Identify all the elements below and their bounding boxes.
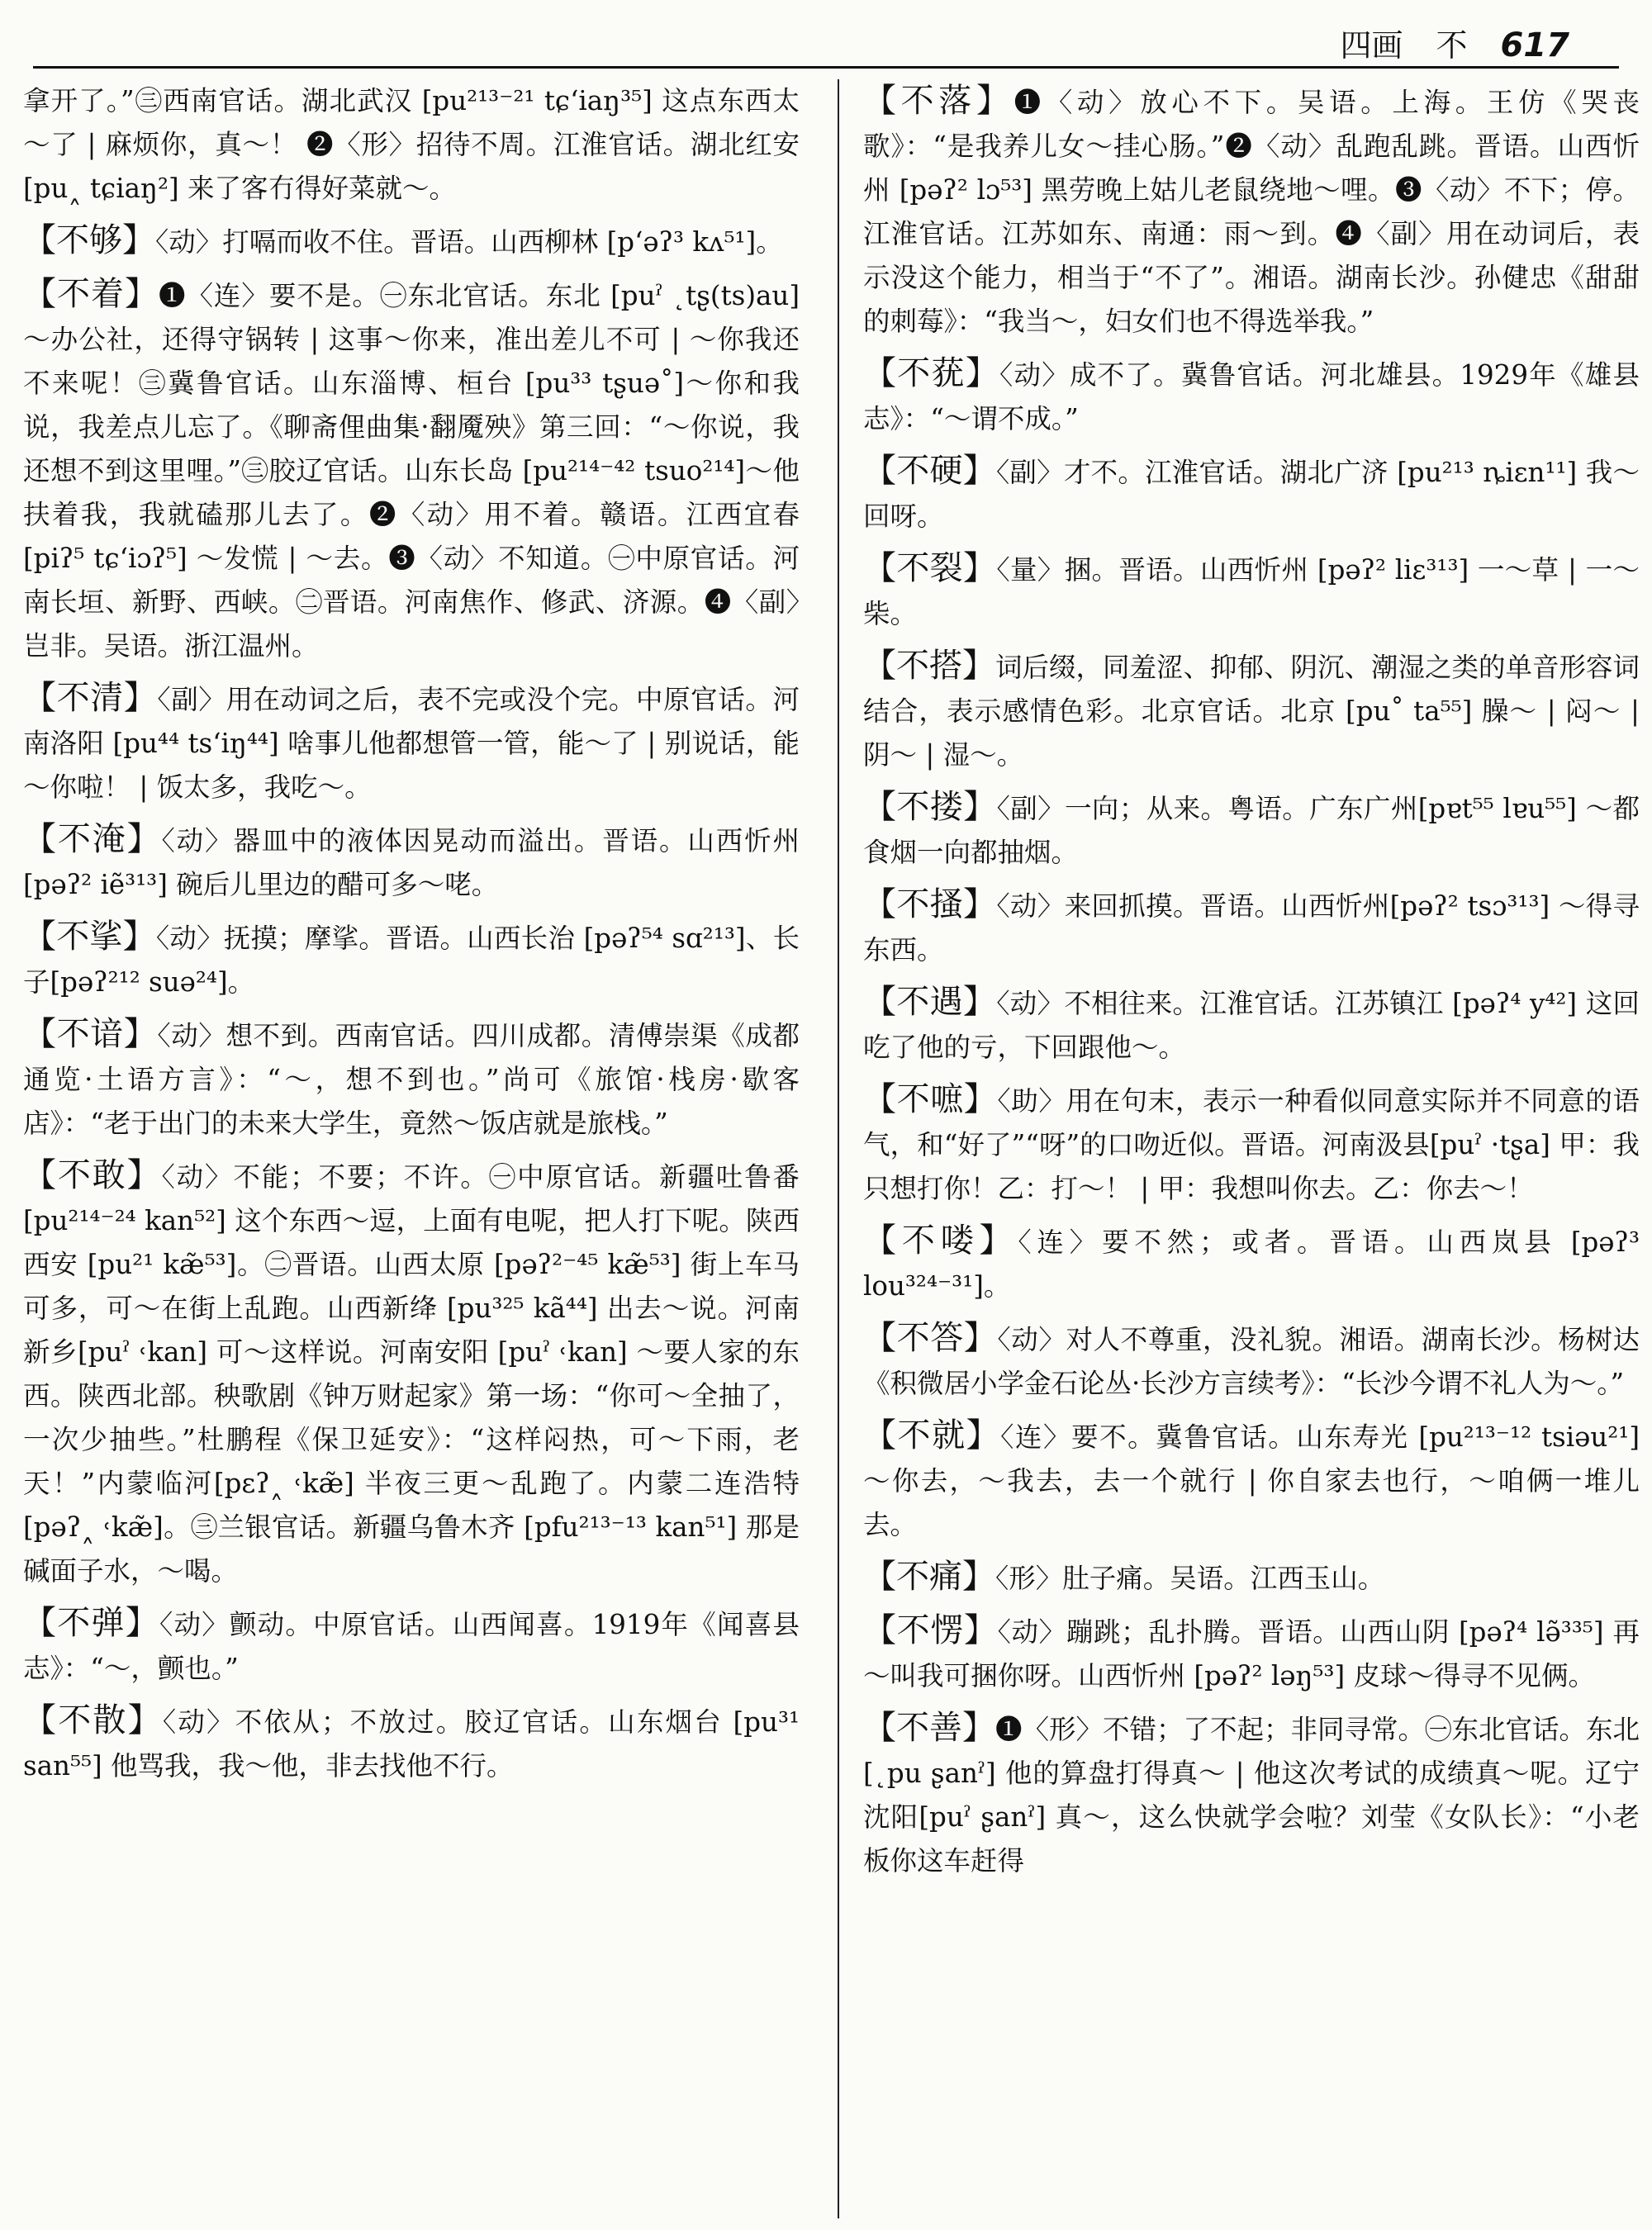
entry-headword: 【不敢】 xyxy=(23,1156,162,1194)
entry-headword: 【不硬】 xyxy=(863,452,996,490)
dictionary-entry xyxy=(863,1706,1640,1883)
entry-headword: 【不谙】 xyxy=(23,1015,158,1053)
left-column xyxy=(23,79,800,1796)
entry-definition: 〈副〉才不。江淮官话。湖北广济 [pu²¹³ ȵiɛn¹¹] 我～回呀。 xyxy=(863,457,1640,532)
dictionary-entry xyxy=(23,676,800,809)
entry-headword: 【不散】 xyxy=(23,1701,163,1739)
entry-definition: 〈动〉不能；不要；不许。㊀中原官话。新疆吐鲁番 [pu²¹⁴⁻²⁴ kan⁵²] 这个东西～逗，上面有电呢，把人打下呢。陕西西安 [pu²¹ kæ̃⁵³]。㊁晋语。山西太原 [pəʔ²⁻⁴⁵ kæ̃⁵³] 街上车马可多，可～在街上乱跑。山西新绛 [pu³²⁵ kã⁴⁴] 出去～说。河南新乡[puˀ ˓kan] 可～这样说。河南安阳 [puˀ ˓kan] ～要人家的东西。陕西北部。秧歌剧《钟万财起家》第一场：“你可～全抽了，一次少抽些。”杜鹏程《保卫延安》：“这样闷热，可～下雨，老天！”内蒙临河[pɛʔ˰ ˓kæ̃] 半夜三更～乱跑了。内蒙二连浩特[pəʔ˰ ˓kæ̃]。㊂兰银官话。新疆乌鲁木齐 [pfu²¹³⁻¹³ kan⁵¹] 那是碱面子水，～喝。 xyxy=(23,1161,800,1587)
dictionary-entry xyxy=(863,1555,1640,1601)
entry-definition: 〈动〉不依从；不放过。胶辽官话。山东烟台 [pu³¹ san⁵⁵] 他骂我，我～他，非去找他不行。 xyxy=(23,1706,800,1782)
entry-headword: 【不淹】 xyxy=(23,820,162,858)
head-character: 不 xyxy=(1436,27,1468,64)
entry-headword: 【不搂】 xyxy=(863,788,997,826)
dictionary-entry xyxy=(23,1601,800,1691)
entry-definition: 〈动〉抚摸；摩挲。晋语。山西长治 [pəʔ⁵⁴ sɑ²¹³]、长子[pəʔ²¹² suə²⁴]。 xyxy=(23,923,800,998)
entry-definition: 〈连〉要不。冀鲁官话。山东寿光 [pu²¹³⁻¹² tsiəu²¹]～你去，～我去，去一个就行 | 你自家去也行，～咱俩一堆儿去。 xyxy=(863,1421,1640,1540)
dictionary-entry xyxy=(863,1317,1640,1406)
entry-definition: 〈动〉来回抓摸。晋语。山西忻州[pəʔ² tsɔ³¹³] ～得寻东西。 xyxy=(863,890,1640,966)
dictionary-entry xyxy=(23,1013,800,1146)
entry-definition: 〈动〉想不到。西南官话。四川成都。清傅崇渠《成都通览·土语方言》：“～，想不到也。”尚可《旅馆·栈房·歇客店》：“老于出门的未来大学生，竟然～饭店就是旅栈。” xyxy=(23,1020,800,1139)
entry-definition: 〈动〉成不了。冀鲁官话。河北雄县。1929年《雄县志》：“～谓不成。” xyxy=(863,359,1640,434)
dictionary-entry xyxy=(23,219,800,264)
dictionary-entry xyxy=(863,1219,1640,1308)
entry-headword: 【不善】 xyxy=(863,1709,995,1747)
right-column xyxy=(863,79,1640,1891)
entry-definition: 〈动〉颤动。中原官话。山西闻喜。1919年《闻喜县志》：“～，颤也。” xyxy=(23,1609,800,1684)
entry-definition: 〈动〉蹦跳；乱扑腾。晋语。山西山阴 [pəʔ⁴ lə̃³³⁵] 再～叫我可捆你呀。山西忻州 [pəʔ² ləŋ⁵³] 皮球～得寻不见俩。 xyxy=(863,1616,1640,1691)
dictionary-entry xyxy=(863,79,1640,344)
entry-headword: 【不够】 xyxy=(23,221,155,259)
entry-headword: 【不遇】 xyxy=(863,983,997,1021)
entry-definition: 〈副〉一向；从来。粤语。广东广州[pɐt⁵⁵ lɐu⁵⁵] ～都食烟一向都抽烟。 xyxy=(863,793,1640,868)
entry-headword: 【不搔】 xyxy=(863,885,997,923)
entry-headword: 【不愣】 xyxy=(863,1611,998,1649)
entry-definition: 〈副〉用在动词之后，表不完或没个完。中原官话。河南洛阳 [pu⁴⁴ tsʻiŋ⁴⁴] 啥事儿他都想管一管，能～了 | 别说话，能～你啦！ | 饭太多，我吃～。 xyxy=(23,684,800,803)
dictionary-entry xyxy=(23,818,800,907)
dictionary-entry xyxy=(863,980,1640,1070)
dictionary-entry xyxy=(863,449,1640,539)
dictionary-entry xyxy=(863,547,1640,636)
entry-definition: 〈连〉要不然；或者。晋语。山西岚县 [pəʔ³ lou³²⁴⁻³¹]。 xyxy=(863,1226,1640,1302)
dictionary-entry xyxy=(863,1414,1640,1547)
entry-headword: 【不裂】 xyxy=(863,549,997,587)
dictionary-entry xyxy=(23,273,800,668)
entry-definition: 〈量〉捆。晋语。山西忻州 [pəʔ² liɛ³¹³] 一～草 | 一～柴。 xyxy=(863,554,1640,629)
entry-headword: 【不痛】 xyxy=(863,1558,995,1596)
entry-definition: 〈助〉用在句末，表示一种看似同意实际并不同意的语气，和“好了”“呀”的口吻近似。晋语。河南汲县[puˀ ·tʂa] 甲：我只想打你！乙：打～！ | 甲：我想叫你去。乙：你去～！ xyxy=(863,1085,1640,1204)
entry-headword: 【不莸】 xyxy=(863,354,999,392)
dictionary-entry xyxy=(23,1154,800,1593)
entry-headword: 【不嗻】 xyxy=(863,1080,998,1118)
entry-headword: 【不喽】 xyxy=(863,1222,1018,1260)
entry-headword: 【不落】 xyxy=(863,82,1014,120)
entry-headword: 【不答】 xyxy=(863,1319,998,1357)
entry-definition: ❶〈连〉要不是。㊀东北官话。东北 [puˀ ˛tʂ(ts)au]～办公社，还得守锅转 | 这事～你来，准出差儿不可 | ～你我还不来呢！㊂冀鲁官话。山东淄博、桓台 [pu³³ tʂuə˚]～你和我说，我差点儿忘了。《聊斋俚曲集·翻魇殃》第三回：“～你说，我还想不到这里哩。”㊂胶辽官话。山东长岛 [pu²¹⁴⁻⁴² tsuo²¹⁴]～他扶着我，我就磕那儿去了。❷〈动〉用不着。赣语。江西宜春 [piʔ⁵ tɕʻiɔʔ⁵] ～发慌 | ～去。❸〈动〉不知道。㊀中原官话。河南长垣、新野、西峡。㊁晋语。河南焦作、修武、济源。❹〈副〉岂非。吴语。浙江温州。 xyxy=(23,280,800,662)
page-header xyxy=(33,17,1619,69)
dictionary-entry xyxy=(23,79,800,211)
entry-definition: ❶〈动〉放心不下。吴语。上海。王仿《哭丧歌》：“是我养儿女～挂心肠。”❷〈动〉乱跑乱跳。晋语。山西忻州 [pəʔ² lɔ⁵³] 黑劳晚上姑儿老鼠绕地～哩。❸〈动〉不下；停。江淮官话。江苏如东、南通：雨～到。❹〈副〉用在动词后，表示没这个能力，相当于“不了”。湘语。湖南长沙。孙健忠《甜甜的刺莓》：“我当～，妇女们也不得选举我。” xyxy=(863,87,1640,337)
entry-headword: 【不着】 xyxy=(23,275,159,313)
running-head xyxy=(1340,20,1569,65)
entry-headword: 【不弹】 xyxy=(23,1604,159,1642)
dictionary-entry xyxy=(863,352,1640,441)
column-divider xyxy=(838,79,839,2218)
entry-definition: 〈形〉肚子痛。吴语。江西玉山。 xyxy=(995,1563,1385,1594)
dictionary-entry xyxy=(863,785,1640,875)
dictionary-entry xyxy=(863,644,1640,777)
entry-headword: 【不挲】 xyxy=(23,918,156,956)
entry-definition: 拿开了。”㊂西南官话。湖北武汉 [pu²¹³⁻²¹ tɕʻiaŋ³⁵] 这点东西太～了 | 麻烦你，真～！ ❷〈形〉招待不周。江淮官话。湖北红安 [pu˰ tɕiaŋ²] 来了客冇得好菜就～。 xyxy=(23,85,800,204)
dictionary-entry xyxy=(23,915,800,1004)
page-number: 617 xyxy=(1500,26,1569,64)
section-label: 四画 xyxy=(1340,27,1403,64)
entry-definition: 〈动〉不相往来。江淮官话。江苏镇江 [pəʔ⁴ y⁴²] 这回吃了他的亏，下回跟他～。 xyxy=(863,988,1640,1063)
entry-headword: 【不清】 xyxy=(23,679,158,717)
entry-definition: 〈动〉打嗝而收不住。晋语。山西柳林 [pʻəʔ³ kʌ⁵¹]。 xyxy=(155,226,783,258)
entry-definition: 词后缀，同羞涩、抑郁、阴沉、潮湿之类的单音形容词结合，表示感情色彩。北京官话。北京 [pu˚ ta⁵⁵] 臊～ | 闷～ | 阴～ | 湿～。 xyxy=(863,652,1640,771)
entry-definition: 〈动〉对人不尊重，没礼貌。湘语。湖南长沙。杨树达《积微居小学金石论丛·长沙方言续考》：“长沙今谓不礼人为～。” xyxy=(863,1324,1640,1399)
entry-headword: 【不就】 xyxy=(863,1416,1001,1454)
entry-definition: ❶〈形〉不错；了不起；非同寻常。㊀东北官话。东北 [˛pu ʂanˀ] 他的算盘打得真～ | 他这次考试的成绩真～呢。辽宁沈阳[puˀ ʂanˀ] 真～，这么快就学会啦？刘莹《女队长》：“小老板你这车赶得 xyxy=(863,1714,1640,1877)
entry-definition: 〈动〉器皿中的液体因晃动而溢出。晋语。山西忻州 [pəʔ² iẽ³¹³] 碗后儿里边的醋可多～咾。 xyxy=(23,825,800,900)
dictionary-entry xyxy=(863,1078,1640,1211)
dictionary-entry xyxy=(23,1699,800,1788)
dictionary-entry xyxy=(863,1609,1640,1698)
dictionary-entry xyxy=(863,883,1640,972)
entry-headword: 【不搭】 xyxy=(863,647,995,685)
